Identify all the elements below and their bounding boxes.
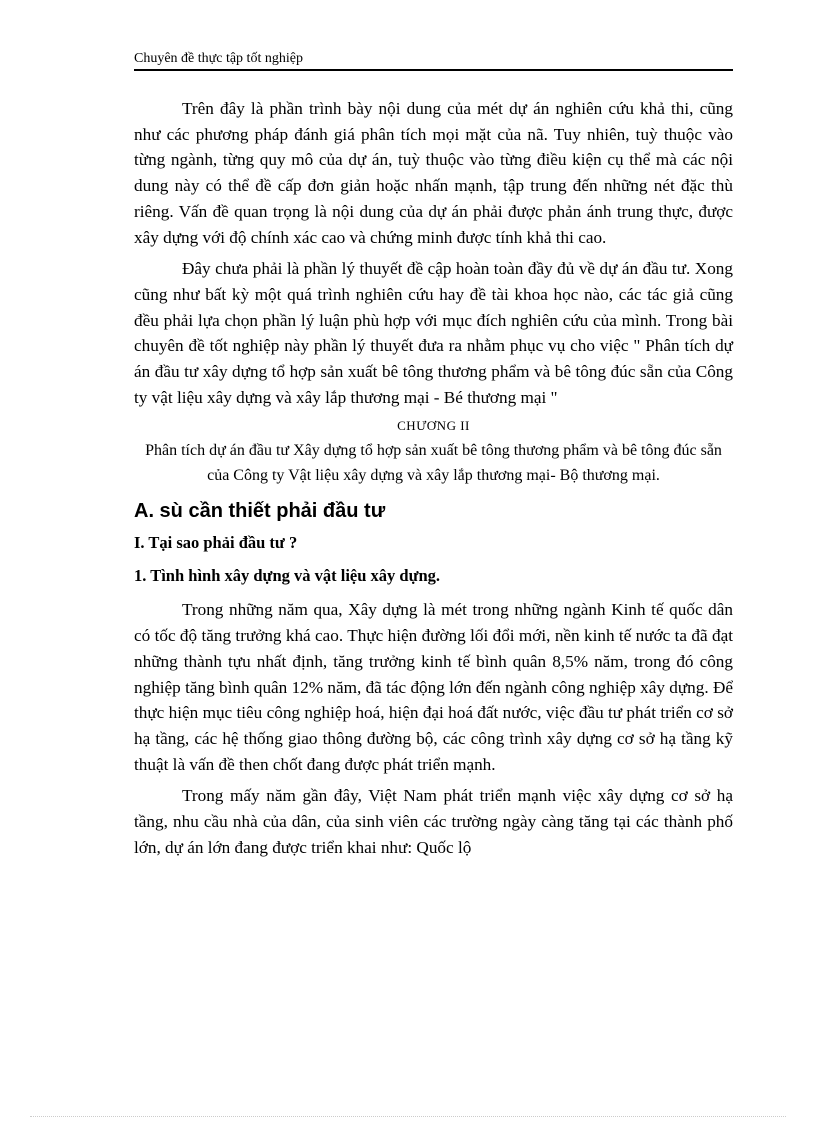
intro-paragraph-2: Đây chưa phải là phần lý thuyết đề cập hoàn toàn đầy đủ về dự án đầu tư. Xong cũng như bất kỳ một quá trình nghiên cứu hay đề tài khoa học nào, các tác giả cũng đều phải lựa chọn phần lý luận phù hợp với mục đích nghiên cứu của mình. Trong bài chuyên đề tốt nghiệp này phần lý thuyết đưa ra nhằm phục vụ cho việc " Phân tích dự án đầu tư xây dựng tổ hợp sản xuất bê tông thương phẩm và bê tông đúc sẵn của Công ty vật liệu xây dựng và xây lắp thương mại - Bé thương mại " [134,259,733,407]
page-bottom-border [30,1116,786,1117]
chapter-title: Phân tích dự án đầu tư Xây dựng tổ hợp sản xuất bê tông thương phẩm và bê tông đúc sẵn của Công ty Vật liệu xây dựng và xây lắp thương mại- Bộ thương mại. [145,442,722,485]
section-1-heading: 1. Tình hình xây dựng và vật liệu xây dựng. [134,566,441,586]
section-1-paragraph-1: Trong những năm qua, Xây dựng là mét trong những ngành Kinh tế quốc dân có tốc độ tăng trưởng khá cao. Thực hiện đường lối đổi mới, nền kinh tế nước ta đã đạt những thành tựu nhất định, tăng trưởng kinh tế bình quân 8,5% năm, trong đó công nghiệp tăng bình quân 12% năm, đã tác động lớn đến ngành công nghiệp xây dựng. Để thực hiện mục tiêu công nghiệp hoá, hiện đại hoá đất nước, việc đầu tư phát triển cơ sở hạ tầng, các hệ thống giao thông đường bộ, các công trình xây dựng cơ sở hạ tầng kỹ thuật là vấn đề then chốt đang được phát triển mạnh. [134,600,733,774]
header-title: Chuyên đề thực tập tốt nghiệp [134,51,303,66]
section-1-paragraph-2: Trong mấy năm gần đây, Việt Nam phát triển mạnh việc xây dựng cơ sở hạ tầng, nhu cầu nhà của dân, của sinh viên các trường ngày càng tăng tại các thành phố lớn, dự án lớn đang được triển khai như: Quốc lộ [134,786,733,857]
section-a-heading: A. sù cần thiết phải đầu tư [134,500,386,523]
section-i-heading: I. Tại sao phải đầu tư ? [134,533,298,553]
chapter-label: CHƯƠNG II [397,418,470,434]
document-body [134,96,733,866]
intro-paragraph-1: Trên đây là phần trình bày nội dung của mét dự án nghiên cứu khả thi, cũng như các phương pháp đánh giá phân tích mọi mặt của nã. Tuy nhiên, tuỳ thuộc vào từng ngành, từng quy mô của dự án, tuỳ thuộc vào từng điều kiện cụ thể mà các nội dung này có thể đề cấp đơn giản hoặc nhấn mạnh, tập trung đến những nét đặc thù riêng. Vấn đề quan trọng là nội dung của dự án phải được phản ánh trung thực, được xây dựng với độ chính xác cao và chứng minh được tính khả thi cao. [134,99,733,247]
page-header [134,50,733,71]
